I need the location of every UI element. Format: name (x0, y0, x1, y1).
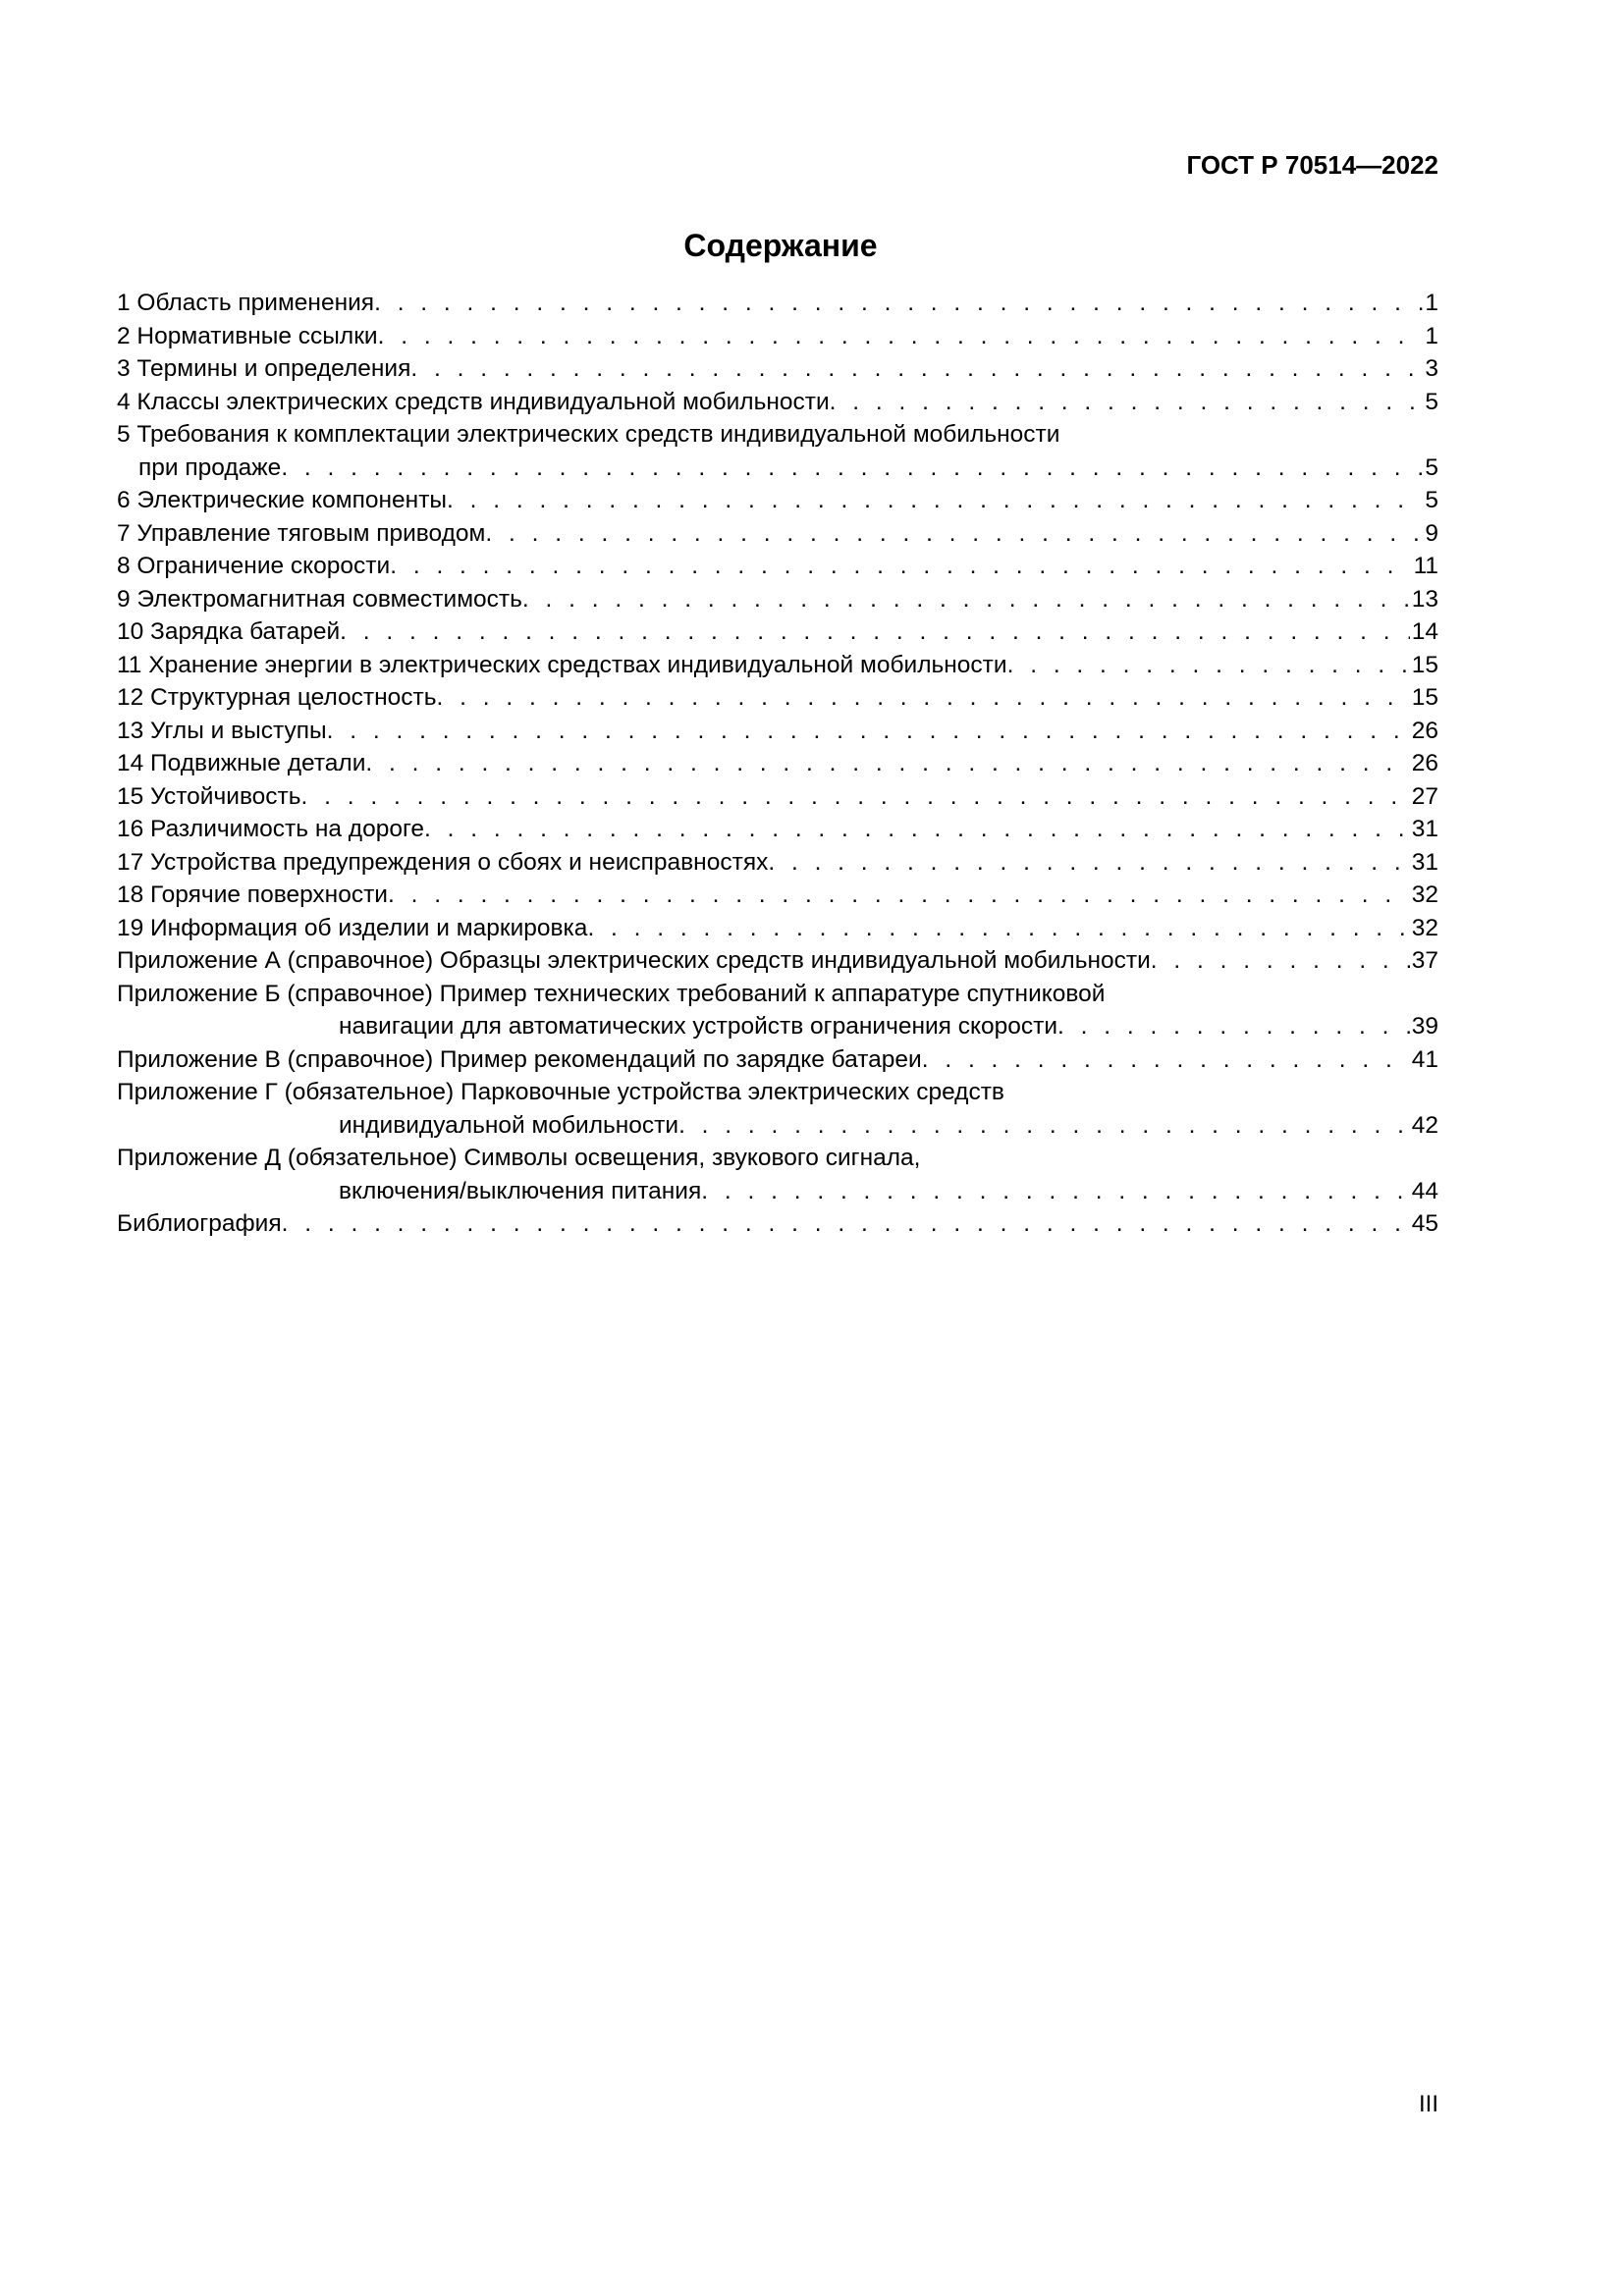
toc-entry-page: 31 (1411, 848, 1438, 876)
toc-leader-dots (388, 879, 1410, 912)
toc-entry-page: 5 (1425, 454, 1438, 481)
toc-entry-page: 11 (1413, 553, 1438, 579)
toc-entry-page: 5 (1425, 487, 1438, 513)
toc-entry-page: 5 (1425, 388, 1438, 415)
toc-entry-title: 11 Хранение энергии в электрических средствах индивидуальной мобильности (117, 651, 1007, 678)
toc-entry-title: индивидуальной мобильности (339, 1111, 679, 1139)
toc-entry-title: 7 Управление тяговым приводом (117, 519, 486, 547)
page-title: Содержание (683, 228, 878, 263)
toc-entry-page: 31 (1411, 816, 1438, 842)
toc-entry-page: 15 (1411, 684, 1438, 711)
toc-entry[interactable] (117, 912, 1438, 945)
toc-entry-page: 15 (1411, 651, 1438, 678)
toc-entry-page: 1 (1425, 290, 1438, 316)
toc-entry-page: 14 (1411, 618, 1438, 645)
toc-entry-page: 1 (1425, 322, 1438, 349)
toc-entry[interactable] (117, 715, 1438, 748)
toc-entry[interactable] (117, 681, 1438, 715)
toc-entry[interactable] (117, 386, 1438, 419)
toc-leader-dots (424, 813, 1410, 846)
toc-entry-title: 10 Зарядка батарей (117, 618, 341, 645)
toc-entry[interactable] (117, 978, 1438, 1043)
toc-entry[interactable] (117, 944, 1438, 978)
toc-leader-dots (282, 1207, 1410, 1241)
toc-leader-dots (340, 615, 1410, 649)
toc-entry-page: 32 (1411, 914, 1438, 941)
toc-entry[interactable] (117, 320, 1438, 353)
toc-leader-dots (410, 352, 1423, 386)
toc-leader-dots (447, 484, 1423, 517)
toc-entry-title: Библиография (117, 1210, 282, 1237)
toc-entry[interactable] (117, 287, 1438, 320)
toc-entry[interactable] (117, 747, 1438, 780)
toc-leader-dots (587, 912, 1409, 945)
toc-entry[interactable] (117, 879, 1438, 912)
toc-entry-title: Приложение Б (справочное) Пример технических требований к аппаратуре спутниковой (117, 980, 1106, 1007)
toc-entry[interactable] (117, 517, 1438, 551)
toc-entry-page: 27 (1411, 782, 1438, 810)
toc-entry[interactable] (117, 1076, 1438, 1142)
toc-entry-page: 9 (1425, 519, 1438, 547)
toc-entry-title: 18 Горячие поверхности (117, 881, 388, 908)
toc-entry[interactable] (117, 1043, 1438, 1077)
toc-entry-title: 14 Подвижные детали (117, 750, 366, 776)
toc-entry-page: 45 (1411, 1210, 1438, 1237)
toc-leader-dots (374, 287, 1423, 320)
toc-leader-dots (922, 1043, 1410, 1077)
toc-entry-page: 37 (1411, 947, 1438, 974)
toc-entry-title: включения/выключения питания (339, 1177, 702, 1204)
table-of-contents (117, 287, 1438, 1241)
toc-entry-page: 3 (1425, 355, 1438, 382)
toc-entry-title: 6 Электрические компоненты (117, 487, 448, 513)
toc-leader-dots (678, 1109, 1410, 1143)
toc-entry-page: 39 (1411, 1013, 1438, 1040)
toc-leader-dots (390, 550, 1411, 583)
toc-entry-title: 2 Нормативные ссылки (117, 322, 378, 349)
toc-entry[interactable] (117, 780, 1438, 814)
toc-leader-dots (768, 846, 1409, 880)
toc-entry-title: Приложение В (справочное) Пример рекомендаций по зарядке батареи (117, 1045, 922, 1073)
toc-entry-title: 5 Требования к комплектации электрических средств индивидуальной мобильности (117, 421, 1060, 448)
toc-entry-page: 26 (1411, 717, 1438, 744)
toc-entry[interactable] (117, 649, 1438, 682)
toc-entry[interactable] (117, 813, 1438, 846)
toc-entry-title: 19 Информация об изделии и маркировка (117, 914, 588, 941)
toc-leader-dots (301, 780, 1410, 814)
toc-entry-page: 42 (1411, 1111, 1438, 1139)
toc-entry[interactable] (117, 418, 1438, 484)
document-code: ГОСТ Р 70514—2022 (1186, 150, 1438, 180)
toc-leader-dots (1057, 1010, 1410, 1043)
toc-leader-dots (701, 1175, 1409, 1208)
toc-leader-dots (365, 747, 1409, 780)
toc-entry-title: навигации для автоматических устройств ограничения скорости (339, 1013, 1058, 1040)
toc-leader-dots (485, 517, 1423, 551)
toc-entry-title: 13 Углы и выступы (117, 717, 327, 744)
toc-leader-dots (1007, 649, 1410, 682)
toc-entry-title: 4 Классы электрических средств индивидуальной мобильности (117, 388, 830, 415)
toc-entry-page: 44 (1411, 1177, 1438, 1204)
toc-entry-title: 17 Устройства предупреждения о сбоях и неисправностях (117, 848, 769, 876)
toc-entry[interactable] (117, 1142, 1438, 1207)
toc-entry-title: Приложение А (справочное) Образцы электрических средств индивидуальной мобильности (117, 947, 1151, 974)
toc-entry-page: 13 (1411, 585, 1438, 613)
toc-entry[interactable] (117, 484, 1438, 517)
toc-entry-title: Приложение Г (обязательное) Парковочные устройства электрических средств (117, 1079, 1004, 1105)
toc-leader-dots (830, 386, 1424, 419)
toc-entry-title: 15 Устойчивость (117, 782, 301, 810)
toc-entry[interactable] (117, 846, 1438, 880)
toc-leader-dots (327, 715, 1410, 748)
toc-entry-title: 3 Термины и определения (117, 355, 411, 382)
toc-entry-page: 32 (1411, 881, 1438, 908)
toc-entry-title: 9 Электромагнитная совместимость (117, 585, 522, 613)
toc-leader-dots (522, 583, 1410, 616)
toc-entry-title: 8 Ограничение скорости (117, 553, 391, 579)
toc-entry[interactable] (117, 550, 1438, 583)
toc-entry[interactable] (117, 1207, 1438, 1241)
toc-entry-title: Приложение Д (обязательное) Символы освещения, звукового сигнала, (117, 1145, 921, 1171)
page-number: III (1418, 2091, 1438, 2117)
toc-leader-dots (281, 452, 1423, 485)
toc-entry-page: 26 (1411, 750, 1438, 776)
toc-entry-title: 1 Область применения (117, 290, 375, 316)
toc-leader-dots (1151, 944, 1410, 978)
toc-leader-dots (437, 681, 1410, 715)
toc-leader-dots (378, 320, 1424, 353)
toc-entry[interactable] (117, 615, 1438, 649)
toc-entry-page: 41 (1411, 1045, 1438, 1073)
toc-entry[interactable] (117, 352, 1438, 386)
toc-entry-title: 16 Различимость на дороге (117, 816, 424, 842)
toc-entry-title: 12 Структурная целостность (117, 684, 437, 711)
toc-entry[interactable] (117, 583, 1438, 616)
toc-entry-title: при продаже (138, 454, 282, 481)
